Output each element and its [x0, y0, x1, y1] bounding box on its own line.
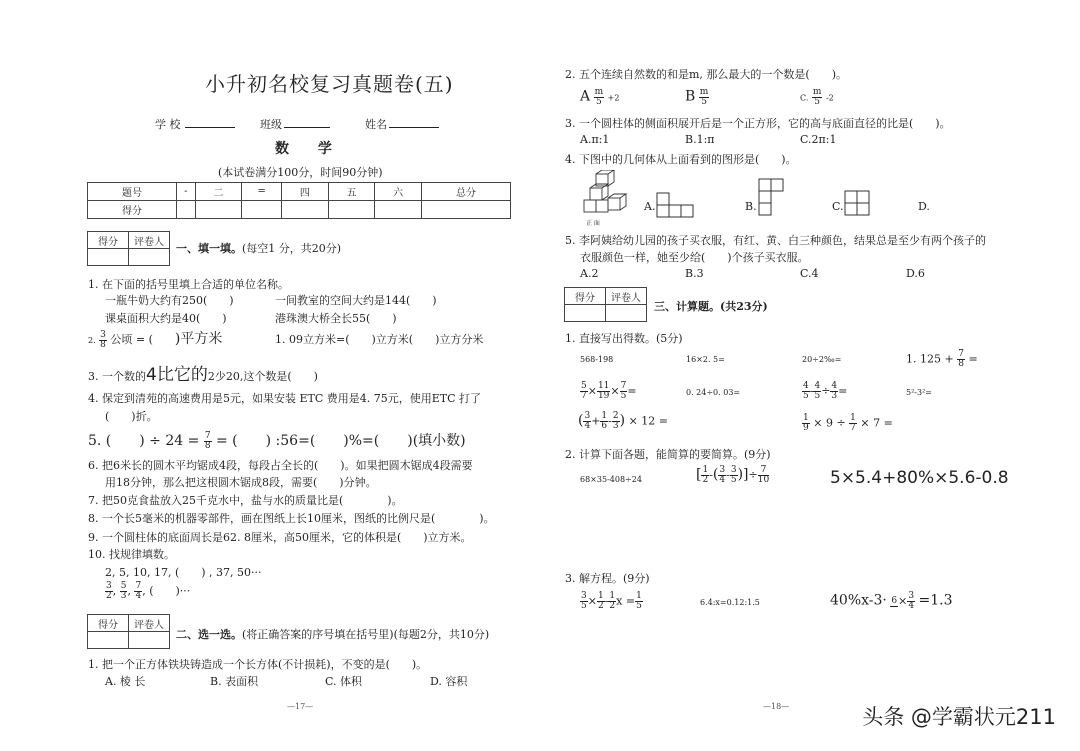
fraction-numerator: 3 — [730, 465, 737, 475]
fraction-numerator: 4 — [814, 381, 821, 391]
grader-box-2 — [87, 614, 170, 649]
question-4: 4. 保定到清苑的高速费用是5元，如果安装 ETC 费用是4. 75元，使用ETC 打了 — [88, 392, 482, 405]
calc-1j-tail: × 7 = — [860, 416, 893, 430]
calc-fraction — [597, 382, 610, 401]
fraction-numerator: 7 — [620, 381, 627, 391]
calc-fraction — [890, 597, 898, 607]
fraction-numerator: 6 — [891, 595, 898, 606]
question-3-text-a: 3. 一个数的 — [88, 370, 146, 383]
score-cell[interactable] — [282, 201, 329, 219]
grader-name-cell[interactable] — [606, 305, 647, 322]
score-header-cell: 四 — [282, 183, 329, 201]
question-2 — [88, 328, 222, 350]
calc-fraction — [580, 382, 588, 401]
calc-2b: [ $\frac{1}{2}$ -( $\frac{3}{4}$ - $\frac{3}{5}$ )]÷ $\frac{7}{10}$ — [696, 465, 770, 485]
front-view-caption: 正 面 — [586, 220, 600, 227]
r-q5-option-d: D.6 — [906, 267, 925, 280]
calc-2c: 5×5.4+80%×5.6-0.8 — [830, 468, 1009, 488]
exam-note: (本试卷满分100分，时间90分钟) — [218, 166, 383, 179]
question-1a: 一瓶牛奶大约有250( ) — [105, 294, 234, 307]
option-fraction — [812, 88, 823, 107]
calc-1f: 0. 24÷0. 03= — [686, 388, 741, 397]
class-field — [260, 116, 330, 132]
calc-fraction — [830, 382, 838, 401]
question-6b: 用18分钟，那么把这根圆木锯成8段，需要( )分钟。 — [105, 476, 377, 489]
calc-3c: 40%x-3· 6 × $\frac{3}{4}$ =1.3 — [830, 591, 953, 611]
calc-fraction — [813, 382, 821, 401]
r-q3-option-c: C.2π:1 — [800, 133, 837, 146]
grader-score-label: 得分 — [88, 232, 129, 249]
r-question-3: 3. 一个圆柱体的侧面积展开后是一个正方形，它的高与底面直径的比是( )。 — [565, 117, 951, 130]
fraction-denominator: 7 — [581, 391, 587, 401]
r-question-2: 2. 五个连续自然数的和是m, 那么最大的一个数是( )。 — [565, 68, 847, 81]
calc-1b: 16×2. 5= — [686, 355, 725, 364]
option-c-shape — [844, 190, 874, 218]
calc-question-3: 3. 解方程。(9分) — [565, 572, 650, 585]
fraction-denominator: 5 — [814, 97, 821, 107]
score-table-score-row — [88, 201, 511, 219]
fraction-denominator: 4 — [719, 475, 726, 485]
calc-fraction — [802, 382, 810, 401]
question-7: 7. 把50克食盐放入25千克水中，盐与水的质量比是( )。 — [88, 494, 403, 507]
fraction-numerator: 7 — [758, 466, 769, 476]
question-4b: ( )折。 — [105, 410, 158, 423]
option-b-shape — [758, 178, 788, 218]
fraction-denominator: 4 — [584, 421, 591, 431]
question-5-text-a: 5. ( ) ÷ 24 = — [88, 433, 200, 449]
fraction-numerator: 1 — [803, 413, 809, 423]
fraction-denominator: 2 — [702, 475, 709, 485]
fraction-numerator: 4 — [831, 381, 838, 391]
option-label: B — [685, 88, 696, 105]
calc-1j — [802, 414, 893, 433]
score-cell[interactable] — [328, 201, 375, 219]
score-header-cell: - — [177, 183, 196, 201]
score-header-cell: 总分 — [421, 183, 510, 201]
cube-solid-figure — [582, 170, 634, 218]
grader-box-1 — [87, 231, 170, 266]
calc-1i-tail: × 12 = — [628, 414, 669, 428]
calc-fraction — [580, 592, 588, 611]
calc-1c: 20÷2‰= — [802, 355, 842, 364]
fraction-denominator: 4 — [908, 601, 915, 611]
question-2-number: 2. — [88, 336, 96, 345]
score-table — [87, 182, 511, 219]
score-cell[interactable] — [421, 201, 510, 219]
question-10a: 2, 5, 10, 17, ( ) , 37, 50··· — [105, 566, 262, 579]
name-label: 姓名 — [365, 118, 387, 131]
calc-2a: 68×35-408÷24 — [580, 475, 642, 484]
fraction-numerator: 1 — [636, 591, 642, 601]
fraction-denominator: 5 — [596, 97, 602, 107]
fraction-denominator: 2 — [597, 601, 604, 611]
fraction-numerator: 1 — [850, 413, 856, 423]
question-3-text-c: 2少20,这个数是( ) — [207, 370, 318, 383]
question-10b: $\frac{3}{2}$ , $\frac{5}{3}$ , $\frac{7}{4}$ , ( )··· — [106, 581, 191, 601]
fraction-denominator: 7 — [850, 423, 856, 433]
calc-fraction — [635, 592, 643, 611]
section1-detail: (每空1 分，共20分) — [242, 242, 342, 255]
fraction-numerator: 2 — [612, 411, 619, 421]
fraction-denominator: 19 — [597, 391, 610, 401]
calc-fraction — [849, 414, 857, 433]
question-2-text-b: )平方米 — [174, 331, 223, 347]
calc-3c-tail: =1.3 — [918, 592, 953, 609]
question-5 — [88, 430, 466, 451]
s2-question-1: 1. 把一个正方体铁块铸造成一个长方体(不计损耗)，不变的是( )。 — [88, 658, 428, 671]
calc-fraction — [730, 466, 738, 485]
r-question-5: 5. 李阿姨给幼儿园的孩子买衣服，有红、黄、白三种颜色，结果总是至少有两个孩子的 — [565, 234, 986, 247]
score-header-cell: 题号 — [88, 183, 177, 201]
fraction-numerator: m — [699, 87, 709, 97]
section1-heading — [176, 240, 341, 256]
fraction-numerator: m — [594, 87, 604, 97]
page-title: 小升初名校复习真题卷(五) — [205, 72, 454, 96]
calc-3c-text: 40%x-3· — [830, 592, 887, 609]
class-label: 班级 — [260, 118, 282, 131]
s2-q1-option-b: B. 表面积 — [210, 675, 259, 688]
r-q4-option-d-label: D. — [918, 200, 930, 213]
fraction-denominator: 5 — [581, 601, 587, 611]
watermark-text: 头条 @学霸状元211 — [862, 705, 1056, 729]
fraction-numerator: 3 — [908, 591, 915, 601]
calc-1d-text: 1. 125 + — [906, 352, 954, 366]
fraction-numerator: 1 — [609, 591, 616, 601]
calc-fraction — [612, 412, 620, 431]
question-9: 9. 一个圆柱体的底面周长是62. 8厘米，高50厘米，它的体积是( )立方米。 — [88, 531, 472, 544]
school-field — [155, 116, 235, 132]
r-q2-option-c — [800, 88, 834, 107]
r-q4-option-c-label: C. — [832, 200, 844, 213]
fraction-denominator: 10 — [757, 475, 770, 485]
s2-q1-option-a: A. 棱 长 — [105, 675, 146, 688]
option-label: A — [580, 88, 591, 105]
calc-fraction — [758, 466, 769, 485]
question-1c: 课桌面积大约是40( ) — [105, 312, 227, 325]
question-3 — [88, 360, 318, 385]
calc-1d-equals: = — [968, 352, 978, 366]
score-cell[interactable] — [195, 201, 242, 219]
section2-detail: (将正确答案的序号填在括号里)(每题2分，共10分) — [242, 628, 490, 641]
score-header-cell: 六 — [375, 183, 422, 201]
option-a-shape — [656, 192, 696, 218]
page-number-right: —18— — [763, 702, 790, 711]
fraction-denominator: 5 — [620, 391, 627, 401]
option-fraction — [594, 88, 605, 107]
score-cell[interactable] — [177, 201, 196, 219]
calc-question-2: 2. 计算下面各题，能简算的要简算。(9分) — [565, 448, 771, 461]
calc-fraction — [718, 466, 726, 485]
fraction-denominator: 8 — [204, 440, 211, 451]
r-q5-option-b: B.3 — [685, 267, 704, 280]
option-tail: -2 — [825, 93, 834, 103]
grader-box-3 — [564, 287, 647, 322]
calc-fraction — [957, 350, 965, 369]
fraction-denominator: 8 — [100, 339, 106, 350]
fraction-numerator: 4 — [803, 381, 809, 391]
grader-name-label: 评卷人 — [129, 232, 170, 249]
fraction-numerator: 3 — [719, 465, 726, 475]
r-question-5b: 衣服颜色一样，她至少给( )个孩子买衣服。 — [580, 251, 809, 264]
question-8: 8. 一个长5毫米的机器零部件，画在图纸上长10厘米，图纸的比例尺是( )。 — [88, 512, 495, 525]
fraction-numerator: 3 — [106, 581, 112, 591]
option-fraction — [699, 88, 710, 107]
grader-score-cell[interactable] — [88, 632, 129, 649]
calc-fraction — [583, 412, 591, 431]
question-10: 10. 找规律填数。 — [88, 548, 175, 561]
question-2-part2: 1. 09立方米=( )立方米( )立方分米 — [275, 333, 484, 346]
question-2-text-a: 公顷 = ( — [110, 333, 153, 346]
score-header-cell: = — [242, 183, 282, 201]
sequence-fraction — [134, 582, 142, 601]
question-6: 6. 把6米长的圆木平均锯成4段，每段占全长的( )。如果把圆木锯成4段需要 — [88, 459, 473, 472]
fraction-numerator: 7 — [135, 581, 142, 591]
calc-question-1: 1. 直接写出得数。(5分) — [565, 332, 683, 345]
name-field — [365, 116, 439, 132]
grader-score-label: 得分 — [88, 615, 129, 632]
fraction-denominator: 3 — [831, 391, 838, 401]
question-2-fraction — [99, 331, 107, 350]
r-q3-option-a: A.π:1 — [580, 133, 610, 146]
calc-1a: 568-198 — [580, 355, 614, 364]
score-cell[interactable] — [375, 201, 422, 219]
grader-score-cell[interactable] — [88, 249, 129, 266]
fraction-numerator: 1 — [597, 591, 604, 601]
question-5-fraction — [204, 432, 212, 451]
calc-1h: 5²-3²= — [906, 388, 932, 397]
page-number-left: —17— — [287, 702, 314, 711]
fraction-denominator: 6 — [601, 421, 608, 431]
fraction-numerator: 7 — [958, 349, 964, 359]
r-q2-option-a — [580, 88, 619, 107]
s2-q1-option-c: C. 体积 — [325, 675, 363, 688]
grader-score-label: 得分 — [565, 288, 606, 305]
r-question-4: 4. 下图中的几何体从上面看到的图形是( )。 — [565, 153, 797, 166]
sequence-fraction — [120, 582, 128, 601]
calc-fraction — [701, 466, 709, 485]
grader-score-cell[interactable] — [565, 305, 606, 322]
calc-fraction — [608, 592, 616, 611]
calc-1j-mid: × 9 ÷ — [813, 416, 846, 430]
calc-1g: $\frac{4}{5}$ - $\frac{4}{5}$ ÷ $\frac{4}{3}$ = — [803, 381, 848, 401]
option-label: C. — [800, 93, 809, 103]
fraction-denominator: 5 — [814, 391, 821, 401]
school-label: 学 校 — [155, 118, 181, 131]
section1-title: 一、填一填。 — [176, 242, 242, 255]
calc-3b: 6.4:x=0.12:1.5 — [700, 598, 760, 607]
score-table-header-row — [88, 183, 511, 201]
grader-name-cell[interactable] — [129, 632, 170, 649]
r-q4-option-b-label: B. — [745, 200, 757, 213]
fraction-denominator: 8 — [958, 359, 964, 369]
calc-fraction — [597, 592, 605, 611]
fraction-denominator: 5 — [636, 601, 642, 611]
section2-title: 二、选一选。 — [176, 628, 242, 641]
fraction-numerator: 3 — [100, 329, 106, 340]
r-q4-option-a-label: A. — [644, 200, 656, 213]
score-cell[interactable] — [242, 201, 282, 219]
question-5-text-b: = ( ) :56=( )%=( )(填小数) — [216, 433, 466, 449]
fraction-numerator: 5 — [581, 381, 587, 391]
fraction-denominator: 5 — [701, 97, 707, 107]
fraction-denominator: 2 — [106, 591, 112, 601]
score-row-label: 得分 — [88, 201, 177, 219]
fraction-numerator: m — [812, 87, 822, 97]
fraction-numerator: 3 — [584, 411, 591, 421]
grader-name-cell[interactable] — [129, 249, 170, 266]
question-1: 1. 在下面的括号里填上合适的单位名称。 — [88, 278, 289, 291]
fraction-denominator: 3 — [612, 421, 619, 431]
calc-fraction — [620, 382, 628, 401]
calc-fraction — [600, 412, 608, 431]
calc-1d — [906, 350, 978, 369]
subject-title: 数 学 — [275, 141, 344, 157]
section3-title: 三、计算题。(共23分) — [654, 300, 768, 313]
fraction-numerator: 5 — [120, 581, 127, 591]
sequence-fraction — [105, 582, 113, 601]
fraction-denominator: 3 — [120, 591, 127, 601]
calc-3a: $\frac{3}{5}$ × $\frac{1}{2}$ - $\frac{1}{2}$ x = $\frac{1}{5}$ — [581, 591, 642, 611]
fraction-denominator: 4 — [135, 591, 142, 601]
question-1b: 一间教室的空间大约是144( ) — [275, 294, 437, 307]
r-q3-option-b: B.1:π — [685, 133, 715, 146]
question-3-text-b: 4比它的 — [146, 365, 208, 385]
question-1d: 港珠澳大桥全长55( ) — [275, 312, 397, 325]
fraction-denominator: 2 — [609, 601, 616, 611]
s2-q1-option-d: D. 容积 — [430, 675, 468, 688]
fraction-numerator: 11 — [597, 381, 610, 391]
calc-1e: $\frac{5}{7}$ × $\frac{11}{19}$ × $\frac{7}{5}$ = — [581, 381, 637, 401]
grader-name-label: 评卷人 — [606, 288, 647, 305]
section2-heading — [176, 626, 489, 642]
score-header-cell: 五 — [328, 183, 375, 201]
calc-1i: ( $\frac{3}{4}$ + $\frac{1}{6}$ - $\frac{2}{3}$ ) × 12 = — [578, 411, 669, 431]
fraction-numerator: 1 — [702, 465, 709, 475]
fraction-denominator: 5 — [803, 391, 809, 401]
grader-name-label: 评卷人 — [129, 615, 170, 632]
calc-fraction — [907, 592, 915, 611]
calc-fraction — [802, 414, 810, 433]
sequence-tail: ( )··· — [149, 584, 191, 598]
fraction-numerator: 1 — [601, 411, 608, 421]
fraction-denominator: 9 — [803, 423, 809, 433]
fraction-numerator: 3 — [581, 591, 587, 601]
fraction-numerator: 7 — [204, 430, 211, 441]
fraction-denominator: 5 — [730, 475, 737, 485]
r-q5-option-a: A.2 — [580, 267, 599, 280]
r-q2-option-b — [685, 88, 709, 107]
score-header-cell: 二 — [195, 183, 242, 201]
r-q5-option-c: C.4 — [800, 267, 819, 280]
option-tail: +2 — [607, 93, 620, 103]
